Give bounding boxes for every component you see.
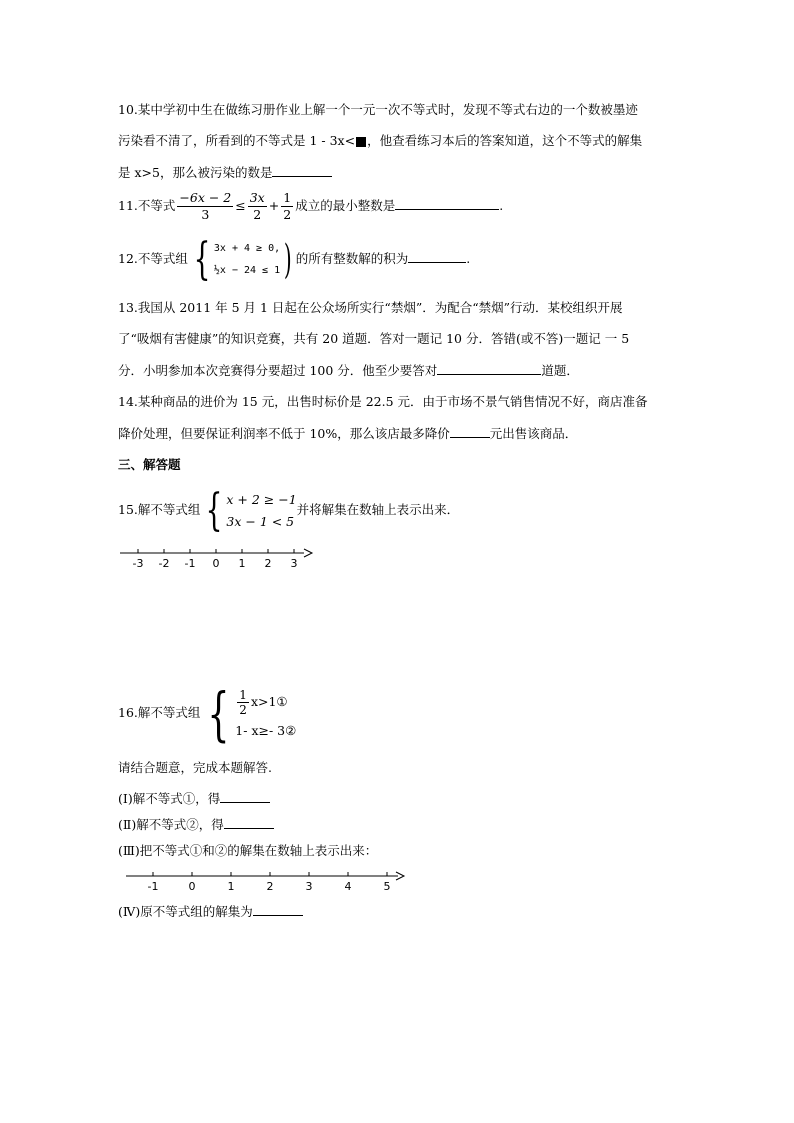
q14-answer-blank[interactable] [450, 423, 490, 438]
q16-tick-label: 5 [383, 880, 391, 893]
q12-row1: 3x + 4 ≥ 0, [213, 242, 281, 254]
q16-number-line [118, 866, 418, 896]
q15-line [118, 486, 459, 534]
q11-prefix: 11.不等式 [118, 198, 176, 213]
q16-left-brace: { [207, 679, 230, 748]
q16-row1-frac-den: 2 [239, 702, 247, 717]
q13-line2: 了“吸烟有害健康”的知识竞赛，共有 20 道题．答对一题记 10 分．答错(或不答)一题记 一 5 [118, 331, 630, 346]
q10-line1: 10.某中学初中生在做练习册作业上解一个一元一次不等式时，发现不等式右边的一个数被墨迹 [118, 102, 638, 117]
q16-tick-label: 2 [266, 880, 274, 893]
q11-f3-num: 1 [283, 190, 292, 205]
q14-line2-a: 降价处理，但要保证利润率不低于 10%，那么该店最多降价 [118, 426, 450, 441]
q15-tick-label: 0 [212, 557, 220, 570]
q11-f1-num: −6x − 2 [179, 190, 232, 205]
q16-tick-label: 4 [344, 880, 352, 893]
q16-step1-text: (Ⅰ)解不等式①，得 [118, 791, 221, 806]
q12-line [118, 233, 471, 285]
q16-step1-blank[interactable] [220, 788, 270, 803]
q15-tick-label: -3 [132, 557, 144, 570]
q15-row2: 3x − 1 < 5 [226, 513, 295, 529]
ink-blot-square [356, 137, 366, 147]
q15-tick-label: 1 [238, 557, 246, 570]
q11-f1-den: 3 [201, 207, 210, 222]
q16-tick-label: 1 [227, 880, 235, 893]
q16-tick-label: 3 [305, 880, 313, 893]
q12-system [188, 233, 296, 285]
q15-axis-arrow-icon [304, 549, 312, 557]
q10-line3-text: 是 x>5，那么被污染的数是 [118, 165, 273, 180]
q12-left-brace: { [193, 233, 211, 285]
q16-step4-text: (Ⅳ)原不等式组的解集为 [118, 904, 253, 919]
q16-step2-blank[interactable] [224, 814, 274, 829]
q13-answer-blank[interactable] [437, 360, 541, 375]
q16-step2 [118, 814, 274, 835]
q12-suffix: 的所有整数解的积为 [295, 251, 409, 266]
q10-answer-blank[interactable] [272, 162, 332, 177]
q15-row1: x + 2 ≥ −1 [226, 491, 297, 507]
q12-right-bracket: ) [284, 236, 292, 283]
q11-fraction-1 [177, 190, 233, 223]
q11-f2-den: 2 [253, 207, 262, 222]
q11-plus: + [268, 198, 280, 213]
q15-suffix: 并将解集在数轴上表示出来． [296, 502, 460, 517]
q13-line3-b: 道题． [541, 363, 579, 378]
q15-tick-label: 3 [290, 557, 298, 570]
q16-prefix: 16.解不等式组 [118, 705, 201, 720]
q11-fraction-3 [281, 190, 293, 223]
q16-row1-frac-num: 1 [239, 687, 247, 702]
q11-line [118, 188, 503, 224]
q14-line2 [118, 423, 577, 444]
q16-row1-rest: x>1① [250, 693, 288, 709]
q11-end: . [499, 198, 504, 213]
q16-step3: (Ⅲ)把不等式①和②的解集在数轴上表示出来： [118, 843, 378, 858]
q13-line3-a: 分．小明参加本次竞赛得分要超过 100 分．他至少要答对 [118, 363, 438, 378]
q15-prefix: 15.解不等式组 [118, 502, 201, 517]
q16-row2: 1- x≥- 3② [235, 722, 297, 738]
q16-step1 [118, 788, 270, 809]
q15-tick-label: 2 [264, 557, 272, 570]
q16-tick-label: 0 [188, 880, 196, 893]
q13-line1: 13.我国从 2011 年 5 月 1 日起在公众场所实行“禁烟”．为配合“禁烟”行动．某校组织开展 [118, 300, 623, 315]
q15-system [200, 484, 297, 536]
q11-fraction-2 [248, 190, 267, 223]
q15-number-line [118, 543, 318, 573]
q16-instruction: 请结合题意，完成本题解答. [118, 760, 272, 775]
q11-f3-den: 2 [283, 207, 292, 222]
q16-system [200, 679, 297, 748]
q15-tick-label: -2 [158, 557, 170, 570]
q12-end: . [466, 251, 471, 266]
q14-line2-b: 元出售该商品． [489, 426, 578, 441]
q11-leq: ≤ [235, 198, 246, 213]
q15-left-brace: { [205, 484, 223, 536]
q15-tick-label: -1 [184, 557, 196, 570]
q12-prefix: 12.不等式组 [118, 251, 188, 266]
q16-line [118, 679, 297, 748]
q16-step2-text: (Ⅱ)解不等式②，得 [118, 817, 224, 832]
q11-suffix: 成立的最小整数是 [295, 198, 396, 213]
q16-row1 [235, 685, 296, 719]
q16-step4 [118, 901, 303, 922]
q16-tick-label: -1 [147, 880, 159, 893]
q14-line1: 14.某种商品的进价为 15 元，出售时标价是 22.5 元．由于市场不景气销售情况不好，商店准备 [118, 394, 648, 409]
q12-row2: ½x − 24 ≤ 1 [213, 264, 281, 276]
q11-answer-blank[interactable] [395, 195, 499, 210]
q16-step4-blank[interactable] [253, 901, 303, 916]
q10-line3 [118, 162, 332, 183]
q11-f2-num: 3x [249, 190, 265, 205]
q12-answer-blank[interactable] [408, 248, 466, 263]
q10-line2-b: ，他查看练习本后的答案知道，这个不等式的解集 [367, 133, 643, 148]
q10-line2-a: 污染看不清了，所看到的不等式是 1 - 3x< [118, 133, 356, 148]
section3-title: 三、解答题 [118, 457, 181, 472]
q13-line3 [118, 360, 579, 381]
q10-line2 [118, 131, 642, 151]
